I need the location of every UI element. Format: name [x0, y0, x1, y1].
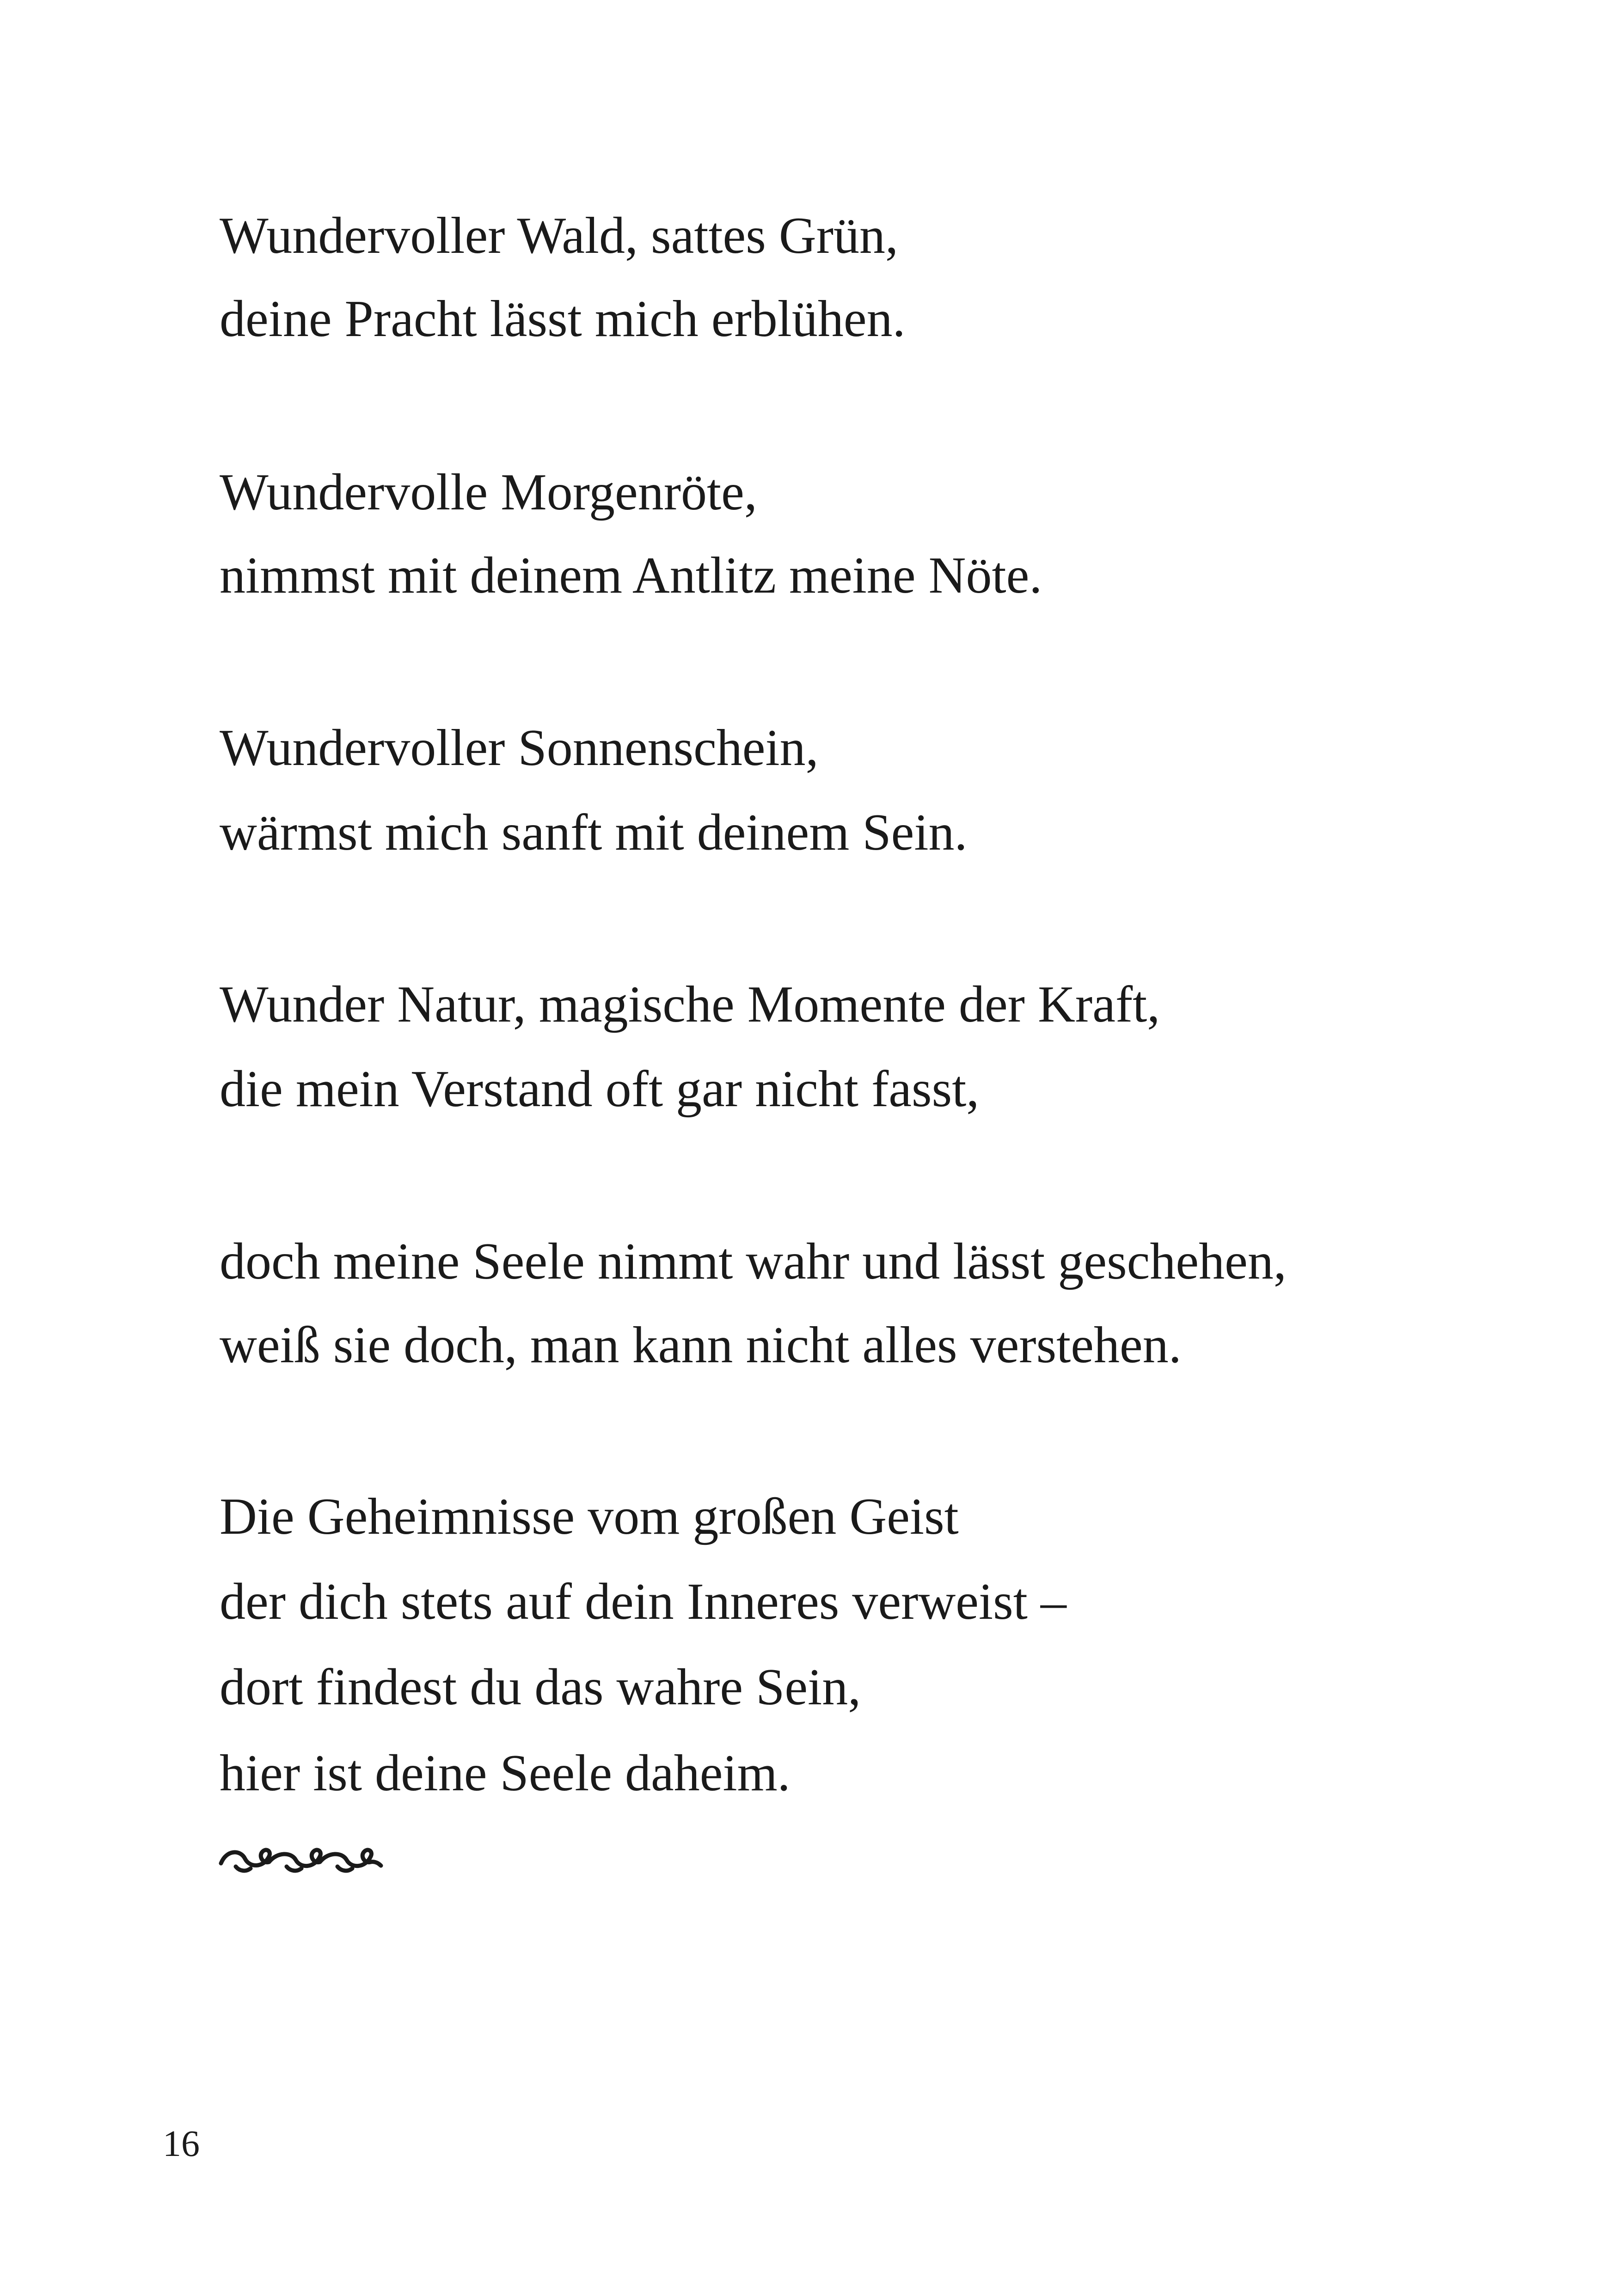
poem-line: Wundervolle Morgenröte, — [220, 464, 757, 521]
poem-line: deine Pracht lässt mich erblühen. — [220, 290, 906, 348]
poem-line: der dich stets auf dein Inneres verweist – — [220, 1573, 1066, 1630]
poem-line: wärmst mich sanft mit deinem Sein. — [220, 804, 968, 861]
poem-line: Wundervoller Wald, sattes Grün, — [220, 207, 899, 264]
poem-line: weiß sie doch, man kann nicht alles verstehen. — [220, 1316, 1182, 1374]
poem-line: dort findest du das wahre Sein, — [220, 1659, 861, 1716]
poem-line: hier ist deine Seele daheim. — [220, 1745, 791, 1802]
poem-line: nimmst mit deinem Antlitz meine Nöte. — [220, 547, 1042, 604]
page-number: 16 — [163, 2124, 200, 2164]
poem-line: doch meine Seele nimmt wahr und lässt geschehen, — [220, 1233, 1287, 1290]
flourish-ornament-icon — [217, 1838, 384, 1880]
poem-line: Wunder Natur, magische Momente der Kraft, — [220, 976, 1160, 1033]
poem-line: Die Geheimnisse vom großen Geist — [220, 1488, 959, 1545]
poem-line: die mein Verstand oft gar nicht fasst, — [220, 1060, 980, 1118]
poem-line: Wundervoller Sonnenschein, — [220, 719, 819, 777]
